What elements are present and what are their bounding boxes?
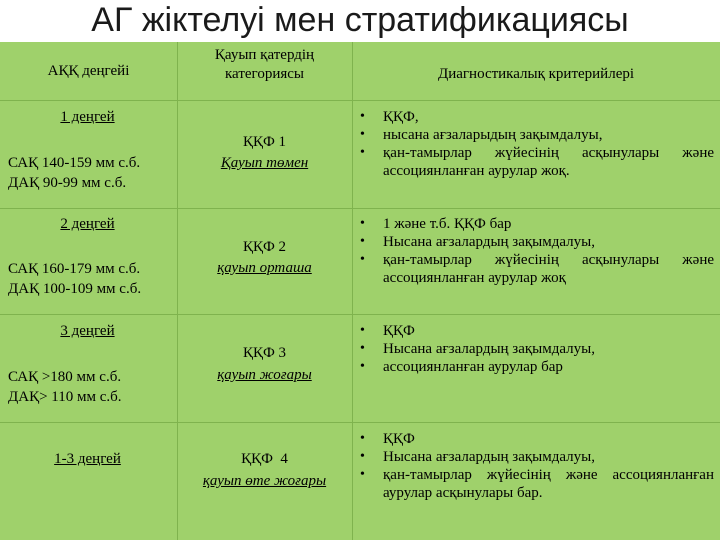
header-criteria: Диагностикалық критерийлері [437,66,635,82]
dad-value: ДАҚ> 110 мм с.б. [8,389,122,405]
risk-description: Қауып төмен [220,155,309,171]
sad-value: САҚ 160-179 мм с.б. [8,261,141,277]
column-divider [352,42,353,540]
header-level: АҚҚ деңгейі [47,63,130,79]
criteria-item: • нысана ағзаларыдың зақымдалуы, [356,126,714,144]
risk-code: ҚҚФ 4 [241,451,288,467]
risk-description: қауып жоғары [217,367,312,383]
criteria-list [356,215,714,287]
sad-value: САҚ >180 мм с.б. [8,369,122,385]
sad-value: САҚ 140-159 мм с.б. [8,155,141,171]
criteria-item: • 1 және т.б. ҚҚФ бар [356,215,714,233]
criteria-list [356,322,714,376]
criteria-item: • Нысана ағзалардың зақымдалуы, [356,340,714,358]
criteria-item: • ҚҚФ, [356,108,714,126]
level-label: 1-3 деңгей [54,451,121,467]
risk-description: қауып өте жоғары [202,473,327,489]
criteria-list [356,108,714,180]
risk-description: қауып орташа [217,260,312,276]
row-divider [0,208,720,209]
row-divider [0,100,720,101]
dad-value: ДАҚ 100-109 мм с.б. [8,281,142,297]
classification-table [0,42,720,540]
level-label: 3 деңгей [60,323,115,339]
risk-code: ҚҚФ 1 [242,134,287,150]
criteria-item: • Нысана ағзалардың зақымдалуы, [356,448,714,466]
criteria-item: • Нысана ағзалардың зақымдалуы, [356,233,714,251]
row-divider [0,422,720,423]
level-label: 1 деңгей [60,109,115,125]
criteria-item: • ҚҚФ [356,430,714,448]
criteria-item: • ассоциянланған аурулар бар [356,358,714,376]
risk-code: ҚҚФ 2 [242,239,287,255]
risk-code: ҚҚФ 3 [242,345,287,361]
criteria-item: • қан-тамырлар жүйесінің және ассоциянланған аурулар асқынулары бар. [356,466,714,502]
header-risk: Қауып қатердің категориясы [214,47,315,82]
slide-title: АГ жіктелуі мен стратификациясы [91,1,629,39]
criteria-item: • ҚҚФ [356,322,714,340]
criteria-item: • қан-тамырлар жүйесінің асқынулары және ассоциянланған аурулар жоқ [356,251,714,287]
criteria-item: • қан-тамырлар жүйесінің асқынулары және ассоциянланған аурулар жоқ. [356,144,714,180]
criteria-list [356,430,714,502]
dad-value: ДАҚ 90-99 мм с.б. [8,175,127,191]
level-label: 2 деңгей [60,216,115,232]
row-divider [0,314,720,315]
